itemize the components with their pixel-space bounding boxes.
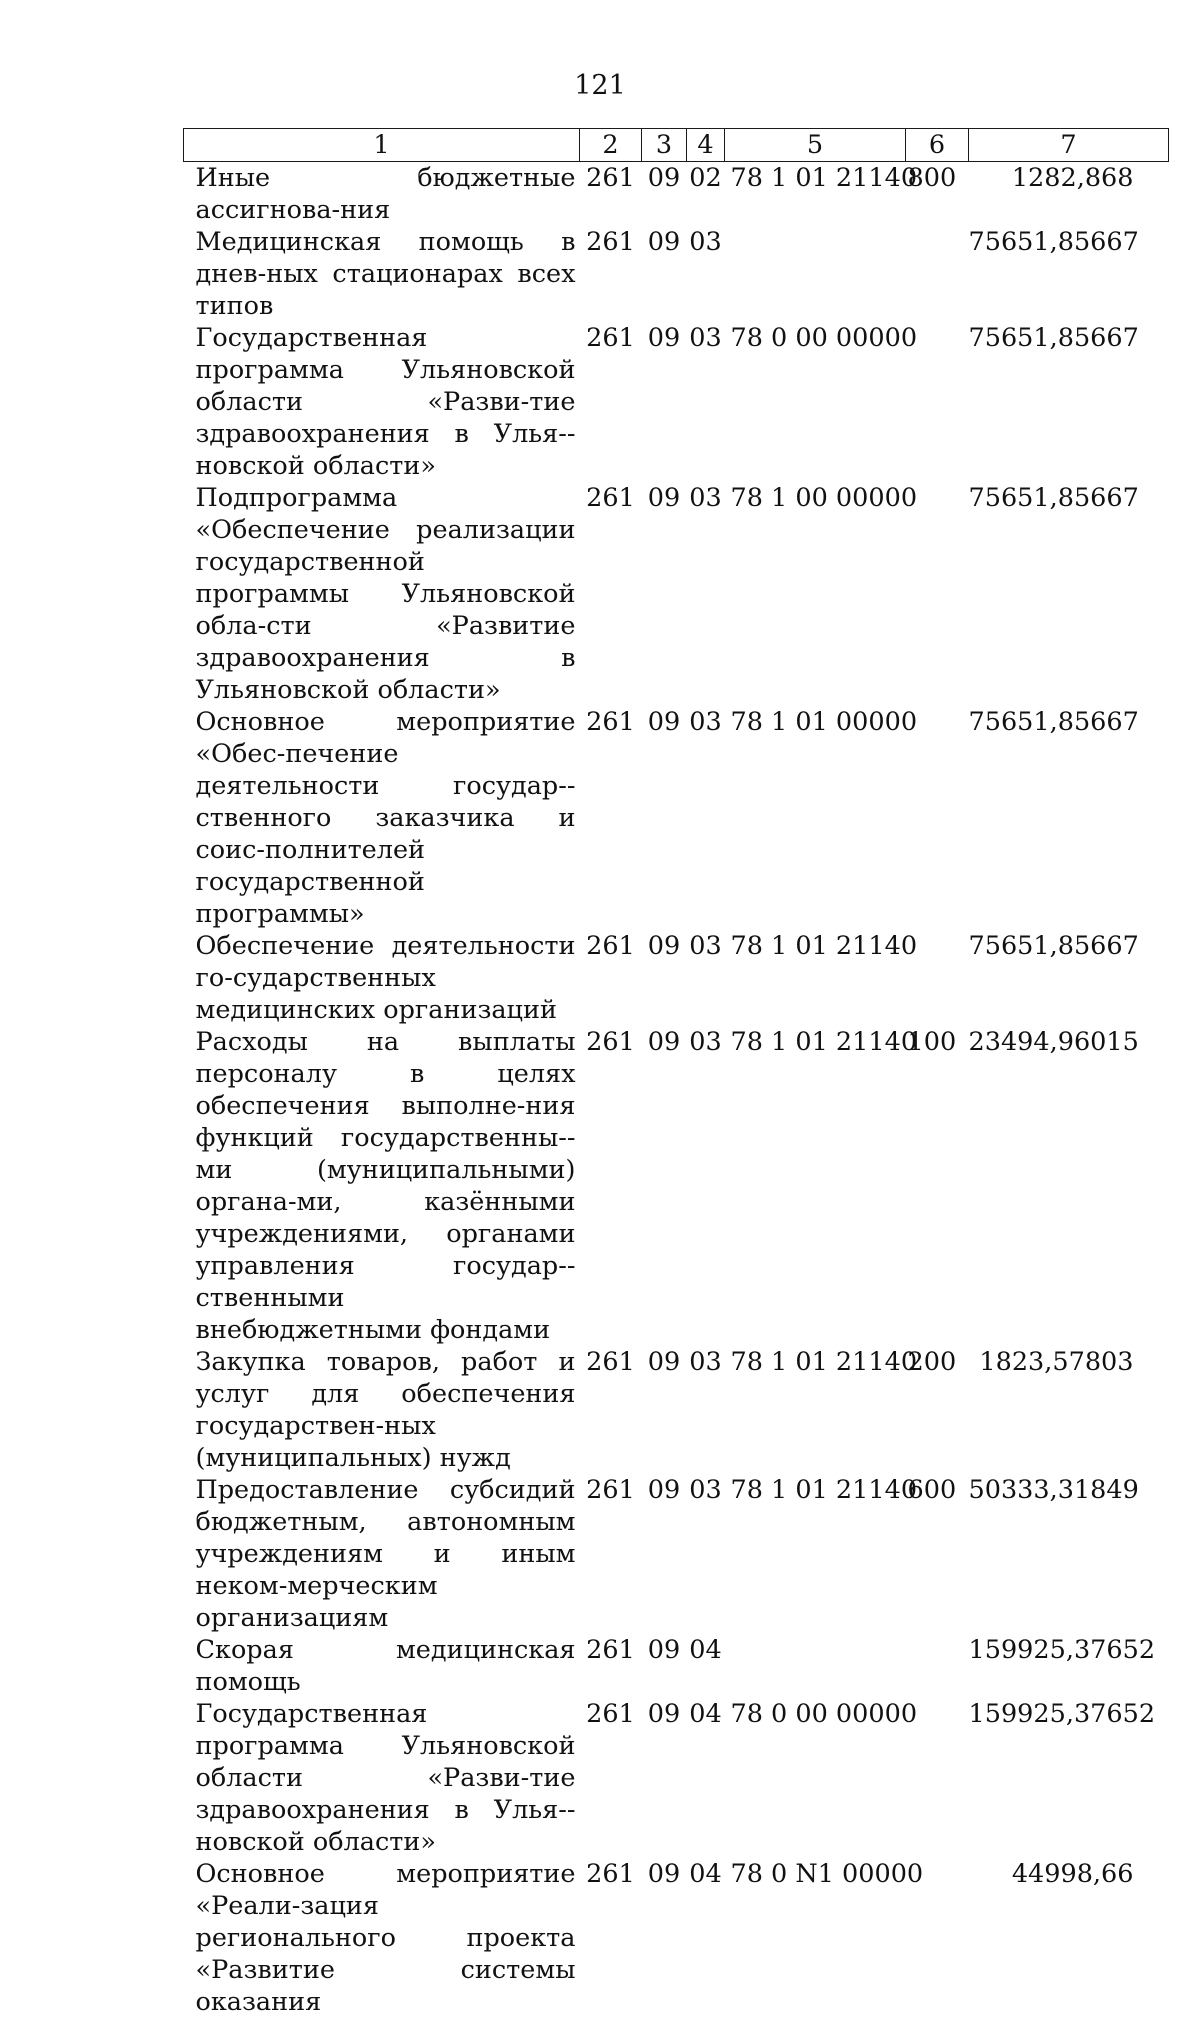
budget-table-wrapper	[183, 128, 1168, 2018]
target-article-code: 78 1 01 21140	[725, 930, 906, 1026]
ministry-code: 261	[580, 1858, 642, 2018]
table-row	[184, 706, 1169, 930]
column-header-4: 4	[687, 129, 725, 162]
section-code: 09	[642, 1698, 687, 1858]
section-code: 09	[642, 930, 687, 1026]
item-name: Основное мероприятие «Обес-печение деятельности государ-ственного заказчика и соис-полнителей государственной программы»	[184, 706, 580, 930]
ministry-code: 261	[580, 226, 642, 322]
amount: 23494,96015	[969, 1026, 1169, 1346]
header-row	[184, 129, 1169, 162]
section-code: 09	[642, 706, 687, 930]
target-article-code: 78 1 00 00000	[725, 482, 906, 706]
target-article-code: 78 1 01 21140	[725, 162, 906, 227]
expense-type-code	[906, 226, 969, 322]
expense-type-code: 800	[906, 162, 969, 227]
table-row	[184, 930, 1169, 1026]
expense-type-code: 100	[906, 1026, 969, 1346]
target-article-code: 78 0 N1 00000	[725, 1858, 906, 2018]
amount: 75651,85667	[969, 930, 1169, 1026]
target-article-code: 78 1 01 00000	[725, 706, 906, 930]
subsection-code: 04	[687, 1698, 725, 1858]
amount: 44998,66	[969, 1858, 1169, 2018]
table-row	[184, 1346, 1169, 1474]
amount: 75651,85667	[969, 706, 1169, 930]
column-header-1: 1	[184, 129, 580, 162]
table-header	[184, 129, 1169, 162]
target-article-code: 78 1 01 21140	[725, 1474, 906, 1634]
column-header-6: 6	[906, 129, 969, 162]
subsection-code: 03	[687, 1026, 725, 1346]
section-code: 09	[642, 482, 687, 706]
amount: 159925,37652	[969, 1634, 1169, 1698]
subsection-code: 03	[687, 1474, 725, 1634]
subsection-code: 03	[687, 706, 725, 930]
subsection-code: 04	[687, 1634, 725, 1698]
subsection-code: 03	[687, 1346, 725, 1474]
amount: 75651,85667	[969, 226, 1169, 322]
subsection-code: 03	[687, 930, 725, 1026]
column-header-3: 3	[642, 129, 687, 162]
target-article-code	[725, 226, 906, 322]
amount: 75651,85667	[969, 482, 1169, 706]
item-name: Скорая медицинская помощь	[184, 1634, 580, 1698]
section-code: 09	[642, 322, 687, 482]
table-row	[184, 1634, 1169, 1698]
item-name: Государственная программа Ульяновской области «Разви-тие здравоохранения в Улья-новской области»	[184, 1698, 580, 1858]
ministry-code: 261	[580, 1026, 642, 1346]
section-code: 09	[642, 162, 687, 227]
ministry-code: 261	[580, 322, 642, 482]
expense-type-code	[906, 1698, 969, 1858]
target-article-code	[725, 1634, 906, 1698]
ministry-code: 261	[580, 1698, 642, 1858]
item-name: Основное мероприятие «Реали-зация регионального проекта «Развитие системы оказания	[184, 1858, 580, 2018]
target-article-code: 78 0 00 00000	[725, 322, 906, 482]
expense-type-code: 600	[906, 1474, 969, 1634]
item-name: Государственная программа Ульяновской области «Разви-тие здравоохранения в Улья-новской области»	[184, 322, 580, 482]
column-header-7: 7	[969, 129, 1169, 162]
section-code: 09	[642, 1346, 687, 1474]
expense-type-code	[906, 482, 969, 706]
subsection-code: 02	[687, 162, 725, 227]
budget-table	[183, 128, 1169, 2018]
item-name: Обеспечение деятельности го-сударственных медицинских организаций	[184, 930, 580, 1026]
column-header-5: 5	[725, 129, 906, 162]
table-body	[184, 162, 1169, 2018]
ministry-code: 261	[580, 482, 642, 706]
expense-type-code	[906, 1634, 969, 1698]
ministry-code: 261	[580, 1346, 642, 1474]
amount: 1282,868	[969, 162, 1169, 227]
subsection-code: 03	[687, 322, 725, 482]
table-row	[184, 322, 1169, 482]
table-row	[184, 226, 1169, 322]
item-name: Иные бюджетные ассигнова-ния	[184, 162, 580, 227]
subsection-code: 03	[687, 226, 725, 322]
table-row	[184, 1474, 1169, 1634]
ministry-code: 261	[580, 706, 642, 930]
subsection-code: 03	[687, 482, 725, 706]
table-row	[184, 1858, 1169, 2018]
item-name: Предоставление субсидий бюджетным, автономным учреждениям и иным неком-мерческим организациям	[184, 1474, 580, 1634]
amount: 75651,85667	[969, 322, 1169, 482]
expense-type-code	[906, 706, 969, 930]
expense-type-code: 200	[906, 1346, 969, 1474]
expense-type-code	[906, 1858, 969, 2018]
item-name: Закупка товаров, работ и услуг для обеспечения государствен-ных (муниципальных) нужд	[184, 1346, 580, 1474]
section-code: 09	[642, 226, 687, 322]
section-code: 09	[642, 1634, 687, 1698]
target-article-code: 78 0 00 00000	[725, 1698, 906, 1858]
ministry-code: 261	[580, 930, 642, 1026]
ministry-code: 261	[580, 162, 642, 227]
amount: 50333,31849	[969, 1474, 1169, 1634]
table-row	[184, 1698, 1169, 1858]
page-number: 121	[0, 70, 1200, 102]
item-name: Медицинская помощь в днев-ных стационарах всех типов	[184, 226, 580, 322]
table-row	[184, 162, 1169, 227]
section-code: 09	[642, 1474, 687, 1634]
target-article-code: 78 1 01 21140	[725, 1346, 906, 1474]
subsection-code: 04	[687, 1858, 725, 2018]
item-name: Расходы на выплаты персоналу в целях обеспечения выполне-ния функций государственны-ми (муниципальными) органа-ми, казёнными учреждениями, органами управления государ-ственными внебюджетными фондами	[184, 1026, 580, 1346]
item-name: Подпрограмма «Обеспечение реализации государственной программы Ульяновской обла-сти «Развитие здравоохранения в Ульяновской области»	[184, 482, 580, 706]
section-code: 09	[642, 1026, 687, 1346]
table-row	[184, 482, 1169, 706]
column-header-2: 2	[580, 129, 642, 162]
amount: 1823,57803	[969, 1346, 1169, 1474]
ministry-code: 261	[580, 1474, 642, 1634]
section-code: 09	[642, 1858, 687, 2018]
amount: 159925,37652	[969, 1698, 1169, 1858]
target-article-code: 78 1 01 21140	[725, 1026, 906, 1346]
table-row	[184, 1026, 1169, 1346]
ministry-code: 261	[580, 1634, 642, 1698]
